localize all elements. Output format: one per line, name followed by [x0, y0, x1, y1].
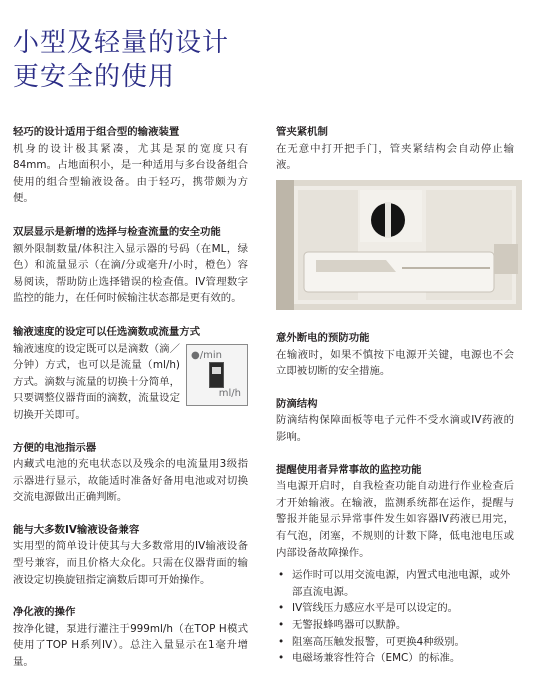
section-body: [13, 341, 248, 424]
feature-section: [276, 396, 514, 446]
section-body: 在无意中打开把手门，管夹紧结构会自动停止输液。: [276, 142, 514, 172]
feature-section: [276, 124, 514, 174]
list-item: • 无警报蜂鸣器可以默静。: [278, 618, 407, 631]
section-heading: 意外断电的预防功能: [276, 332, 370, 344]
feature-section: [13, 604, 248, 670]
section-heading: 管夹紧机制: [276, 126, 328, 138]
section-body: 实用型的简单设计使其与大多数常用的IV输液设备型号兼容，而且价格大众化。只需在仪器背面的输液设定切换旋钮指定滴数后即可开始操作。: [13, 540, 248, 586]
left-column: [13, 124, 248, 671]
section-body-text: 输液速度的设定既可以是滴数（滴／分钟）方式，也可以是流量（ml/h)方式。滴数与流量的切换十分简单，只要调整仪器背面的滴数，流量设定切换开关即可。: [13, 342, 180, 421]
list-item: • 运作时可以用交流电源，内置式电池电源，或外部直流电源。: [278, 569, 511, 598]
section-body: 当电源开启时，自我检查功能自动进行作业检查后才开始输液。在输液，监测系统都在运作，提醒与警报并能显示异常事件发生如容器IV药液已用完，有气泡，闭塞，不规则的计数下降，低电池电压或内部设备故障操作。: [276, 480, 514, 559]
section-body: 内藏式电池的充电状态以及残余的电流量用3级指示器进行显示，故能适时准备好备用电池或对切换交流电源做出正确判断。: [13, 458, 248, 504]
section-body: 机身的设计极其紧凑，尤其是泵的宽度只有84mm。占地面积小，是一种适用与多台设备组合使用的组合型输液设备。由于轻巧，携带颇为方便。: [13, 142, 248, 205]
feature-section: [276, 462, 514, 562]
rate-switch-illustration: [186, 344, 248, 406]
section-heading: 能与大多数IV输液设备兼容: [13, 523, 140, 536]
tube-clamp-photo: [276, 180, 522, 310]
feature-section: [13, 324, 248, 424]
section-heading: 双层显示是新增的选择与检查流量的安全功能: [13, 225, 221, 238]
page-title: [13, 26, 229, 94]
rate-toggle-switch-icon: [209, 362, 224, 388]
list-item: • 电磁场兼容性符合（EMC）的标准。: [278, 652, 461, 665]
section-body: 按净化键，泵进行灌注于999ml/h（在TOP H模式使用了TOP H系列IV）。总注入量显示在1毫升增量。: [13, 622, 248, 669]
feature-section: [13, 522, 248, 588]
feature-section: [13, 224, 248, 307]
feature-section: [13, 124, 248, 207]
feature-bullet-list: [276, 567, 514, 667]
feature-section: [13, 440, 248, 506]
right-column: [276, 124, 514, 174]
section-body: 在输液时，如果不慎按下电源开关键，电源也不会立即被切断的安全措施。: [276, 348, 514, 378]
drop-rate-label: ●/min: [191, 349, 222, 361]
flow-rate-label: ml/h: [218, 387, 241, 399]
section-heading: 净化液的操作: [13, 606, 76, 619]
title-line-1: 小型及轻量的设计: [13, 28, 230, 58]
list-item: • 阻塞高压触发报警，可更换4种级别。: [278, 635, 465, 648]
drop-icon: ●: [191, 349, 200, 361]
section-heading: 方便的电池指示器: [13, 441, 97, 454]
section-heading: 提醒使用者异常事故的监控功能: [276, 463, 422, 476]
section-heading: 轻巧的设计适用于组合型的输液装置: [13, 126, 180, 138]
section-heading: 防滴结构: [276, 397, 318, 410]
section-body: 防滴结构保障面板等电子元件不受水滴或IV药液的影响。: [276, 414, 514, 443]
list-item: • IV管线压力感应水平是可以设定的。: [278, 602, 459, 615]
section-body: 额外限制数量/体积注入显示器的号码（在ML，绿色）和流量显示（在滴/分或毫升/小时，橙色）容易阅读，帮助防止选择错误的检查值。IV管理数字监控的能力，在任何时候输注状态都是更有效的。: [13, 242, 248, 305]
right-column-lower: [276, 330, 514, 667]
feature-section: [276, 330, 514, 380]
section-heading: 输液速度的设定可以任选滴数或流量方式: [13, 325, 201, 338]
title-line-2: 更安全的使用: [13, 62, 176, 92]
